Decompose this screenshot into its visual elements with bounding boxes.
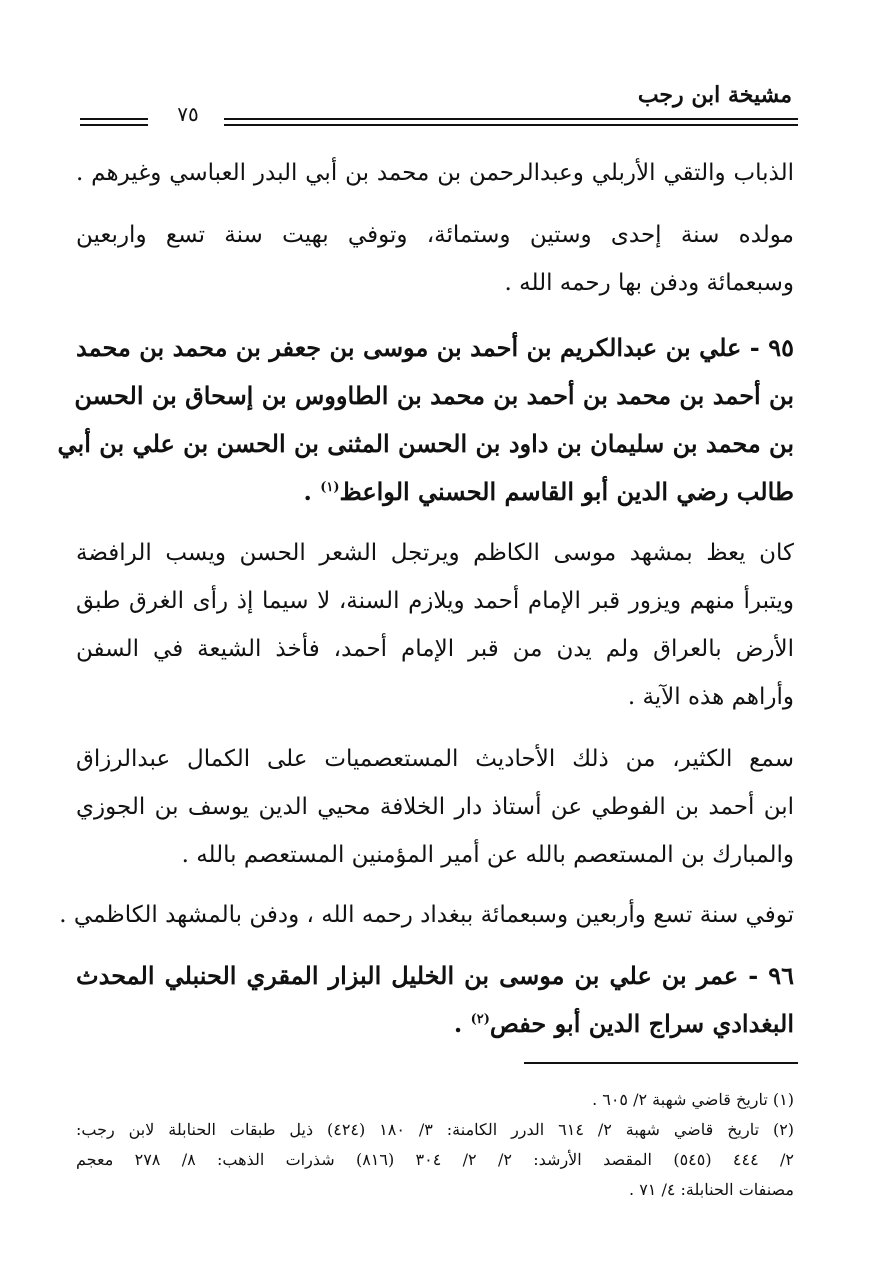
footnote-marker: (٢)	[470, 1012, 490, 1027]
text-line: توفي سنة تسع وأربعين وسبعمائة ببغداد رحمه الله ، ودفن بالمشهد الكاظمي .	[59, 902, 794, 928]
entry-heading-line: ٩٦ - عمر بن علي بن موسى بن الخليل البزار المقري الحنبلي المحدث	[76, 961, 794, 990]
text-line: ويتبرأ منهم ويزور قبر الإمام أحمد ويلازم السنة، لا سيما إذ رأى الغرق طبق	[76, 588, 794, 614]
footnote-line: (١) تاريخ قاضي شهبة ٢/ ٦٠٥ .	[592, 1090, 794, 1109]
text-line: الذباب والتقي الأربلي وعبدالرحمن بن محمد بن أبي البدر العباسي وغيرهم .	[76, 160, 794, 186]
text-line: الأرض بالعراق ولم يدن من قبر الإمام أحمد، فأخذ الشيعة في السفن	[76, 636, 794, 662]
text-line: وسبعمائة ودفن بها رحمه الله .	[504, 270, 794, 296]
entry-heading-line	[76, 478, 794, 507]
entry-heading-line: بن محمد بن سليمان بن داود بن الحسن المثنى بن الحسن بن علي بن أبي	[57, 429, 794, 458]
text-line: والمبارك بن المستعصم بالله عن أمير المؤمنين المستعصم بالله .	[181, 842, 794, 868]
sentence-end: .	[453, 1009, 471, 1038]
footnote-line: ٢/ ٤٤٤ (٥٤٥) المقصد الأرشد: ٢/ ٢/ ٣٠٤ (٨١٦) شذرات الذهب: ٨/ ٢٧٨ معجم	[76, 1150, 795, 1169]
footnote-separator	[524, 1062, 798, 1064]
header-rule	[80, 118, 148, 120]
header-rule	[224, 124, 798, 126]
header-rule	[80, 124, 148, 126]
footnote-line: مصنفات الحنابلة: ٤/ ٧١ .	[629, 1180, 794, 1199]
footnote-marker: (١)	[320, 480, 340, 495]
text-line: وأراهم هذه الآية .	[627, 684, 794, 710]
entry-heading-text: طالب رضي الدين أبو القاسم الحسني الواعظ	[339, 477, 794, 506]
running-title: مشيخة ابن رجب	[637, 82, 792, 108]
page-number: ٧٥	[177, 102, 199, 126]
header-rule	[224, 118, 798, 120]
entry-heading-line	[76, 1010, 794, 1039]
sentence-end: .	[303, 477, 321, 506]
text-line: مولده سنة إحدى وستين وستمائة، وتوفي بهيت سنة تسع واربعين	[76, 222, 794, 248]
entry-heading-line: بن أحمد بن محمد بن أحمد بن محمد بن الطاووس بن إسحاق بن الحسن	[74, 381, 794, 410]
text-line: كان يعظ بمشهد موسى الكاظم ويرتجل الشعر الحسن ويسب الرافضة	[76, 540, 794, 566]
text-line: سمع الكثير، من ذلك الأحاديث المستعصميات على الكمال عبدالرزاق	[76, 746, 794, 772]
entry-heading-text: البغدادي سراج الدين أبو حفص	[489, 1009, 794, 1038]
text-line: ابن أحمد بن الفوطي عن أستاذ دار الخلافة محيي الدين يوسف بن الجوزي	[76, 794, 794, 820]
entry-heading-line: ٩٥ - علي بن عبدالكريم بن أحمد بن موسى بن جعفر بن محمد بن محمد	[76, 333, 794, 362]
footnote-line: (٢) تاريخ قاضي شهبة ٢/ ٦١٤ الدرر الكامنة: ٣/ ١٨٠ (٤٢٤) ذيل طبقات الحنابلة لابن رجب:	[76, 1120, 795, 1139]
